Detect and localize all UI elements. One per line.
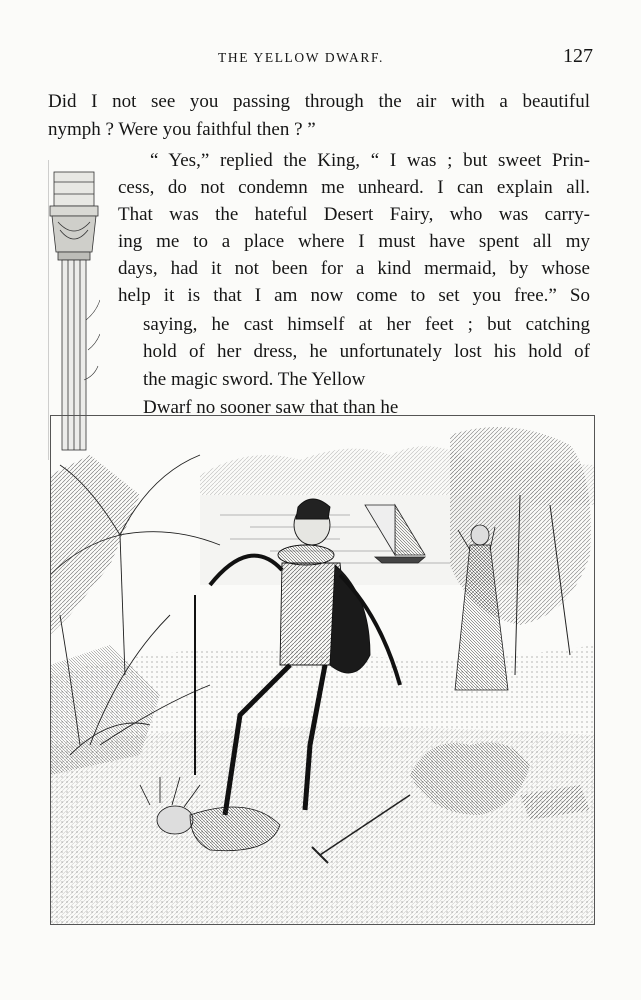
text-line: hold of her dress, he unfortunately lost his hold of [143, 341, 590, 362]
text-line: saying, he cast himself at her feet ; but catching [143, 314, 590, 335]
text-line: Dwarf no sooner saw that than he [143, 397, 399, 418]
text-line: the magic sword. The Yellow [143, 369, 366, 390]
running-header [48, 46, 593, 70]
running-title: THE YELLOW DWARF. [218, 50, 384, 65]
text-line: cess, do not condemn me unheard. I can explain all. [118, 177, 590, 198]
page-number: 127 [563, 45, 593, 67]
engraving-illustration [50, 415, 595, 925]
text-line: ing me to a place where I must have spent all my [118, 231, 590, 252]
text-line: That was the hateful Desert Fairy, who was carry- [118, 204, 590, 225]
text-line: nymph ? Were you faithful then ? ” [48, 119, 316, 140]
text-line: help it is that I am now come to set you free.” So [118, 285, 590, 306]
text-line: Did I not see you passing through the air with a beautiful [48, 91, 590, 112]
text-line: “ Yes,” replied the King, “ I was ; but sweet Prin- [150, 150, 590, 171]
text-line: days, had it not been for a kind mermaid, by whose [118, 258, 590, 279]
